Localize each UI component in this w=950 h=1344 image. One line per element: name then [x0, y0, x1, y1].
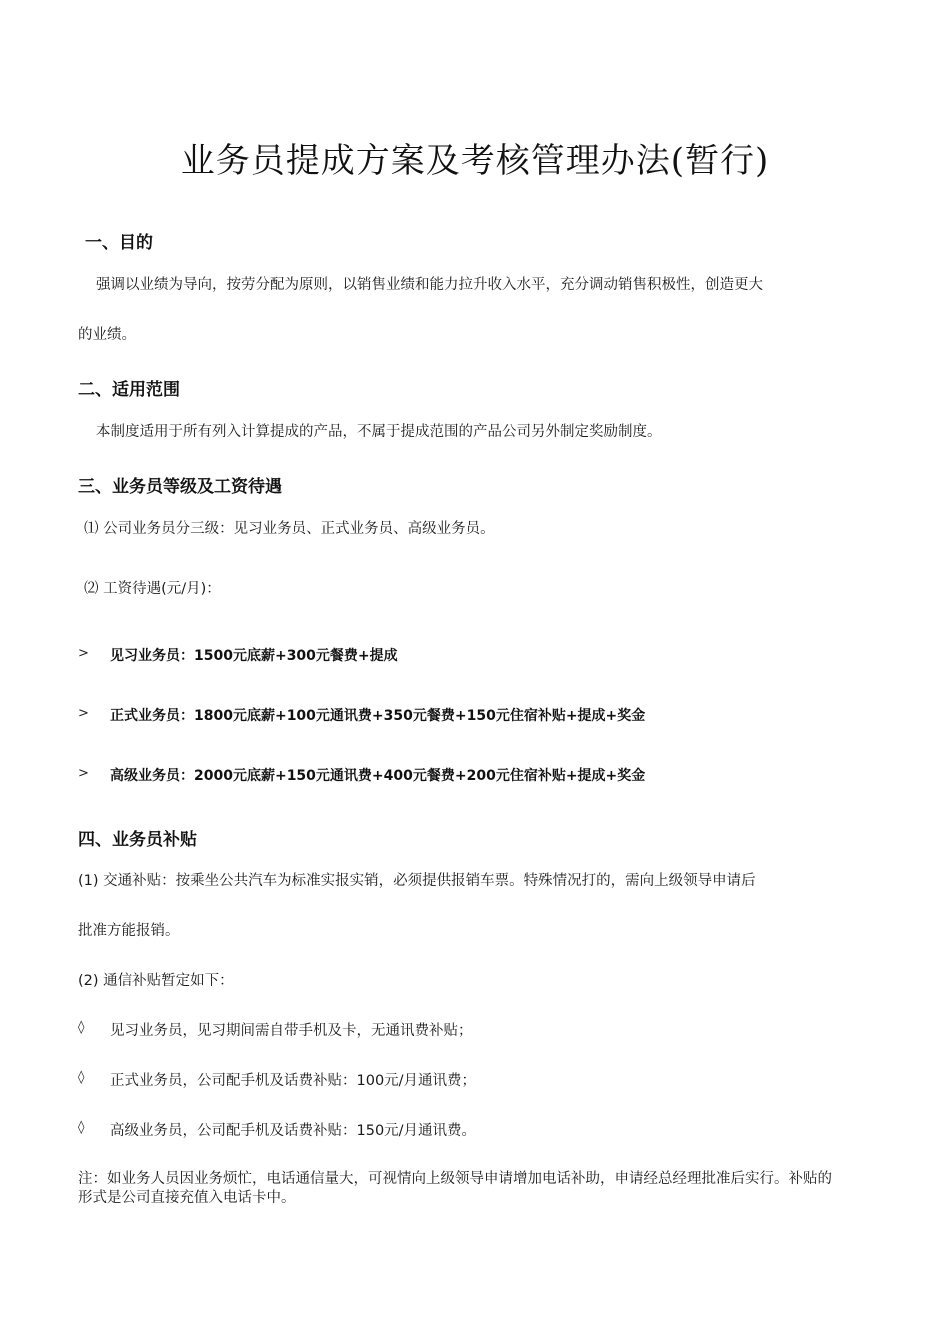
diamond-bullet-icon: ◊ — [78, 1120, 85, 1135]
bullet-marker: > — [78, 766, 89, 781]
section-heading-allowance: 四、业务员补贴 — [78, 830, 197, 850]
section-heading-scope: 二、适用范围 — [78, 380, 180, 400]
transport-allowance-line2: 批准方能报销。 — [78, 923, 180, 939]
section-heading-purpose: 一、目的 — [85, 233, 153, 253]
phone-allowance-intro: (2) 通信补贴暂定如下： — [78, 973, 234, 989]
purpose-text-line2: 的业绩。 — [78, 327, 136, 343]
bullet-marker: > — [78, 706, 89, 721]
purpose-text-line1: 强调以业绩为导向，按劳分配为原则，以销售业绩和能力拉升收入水平，充分调动销售积极性，创造更大 — [96, 277, 763, 293]
levels-item-2: ⑵ 工资待遇(元/月)： — [84, 581, 221, 597]
salary-bullet-senior: 高级业务员：2000元底薪+150元通讯费+400元餐费+200元住宿补贴+提成+奖金 — [110, 768, 646, 784]
section-heading-levels: 三、业务员等级及工资待遇 — [78, 477, 282, 497]
allowance-note: 注：如业务人员因业务烦忙，电话通信量大，可视情向上级领导申请增加电话补助，申请经总经理批准后实行。补贴的形式是公司直接充值入电话卡中。 — [78, 1171, 832, 1206]
document-title: 业务员提成方案及考核管理办法(暂行) — [180, 141, 770, 181]
salary-bullet-regular: 正式业务员：1800元底薪+100元通讯费+350元餐费+150元住宿补贴+提成+奖金 — [110, 708, 646, 724]
bullet-marker: > — [78, 646, 89, 661]
phone-allowance-senior: 高级业务员，公司配手机及话费补贴：150元/月通讯费。 — [110, 1123, 477, 1139]
scope-text: 本制度适用于所有列入计算提成的产品，不属于提成范围的产品公司另外制定奖励制度。 — [96, 424, 662, 440]
levels-item-1: ⑴ 公司业务员分三级：见习业务员、正式业务员、高级业务员。 — [84, 521, 495, 537]
salary-bullet-trainee: 见习业务员：1500元底薪+300元餐费+提成 — [110, 648, 398, 664]
diamond-bullet-icon: ◊ — [78, 1020, 85, 1035]
phone-allowance-trainee: 见习业务员，见习期间需自带手机及卡，无通讯费补贴； — [110, 1023, 473, 1039]
phone-allowance-regular: 正式业务员，公司配手机及话费补贴：100元/月通讯费； — [110, 1073, 477, 1089]
diamond-bullet-icon: ◊ — [78, 1070, 85, 1085]
transport-allowance-line1: (1) 交通补贴：按乘坐公共汽车为标准实报实销，必须提供报销车票。特殊情况打的，需向上级领导申请后 — [78, 873, 756, 889]
